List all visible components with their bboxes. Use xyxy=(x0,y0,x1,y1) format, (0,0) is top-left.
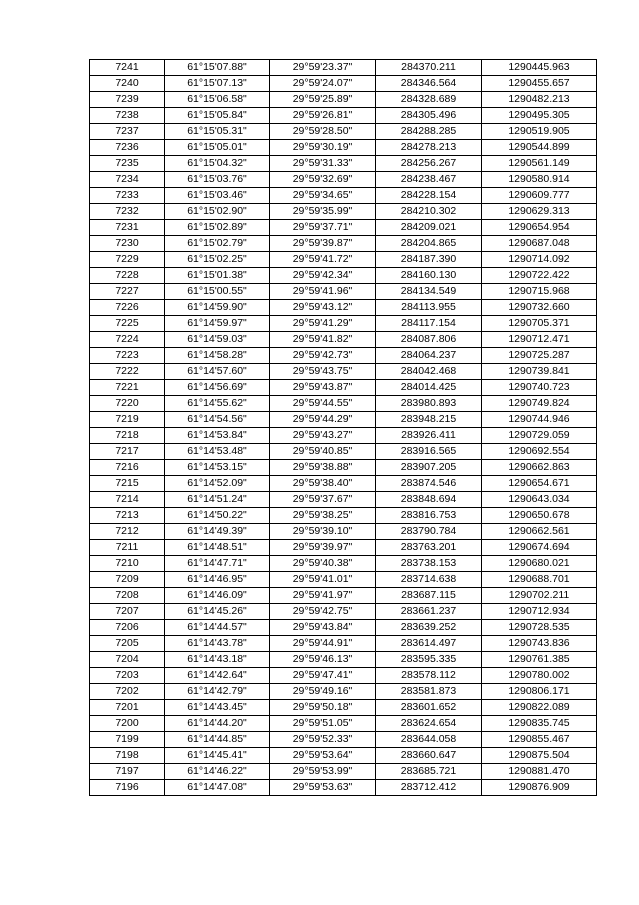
point-number-cell: 7196 xyxy=(90,780,165,796)
x-coordinate-cell: 284117.154 xyxy=(376,316,482,332)
latitude-cell: 61°15'06.58" xyxy=(165,92,270,108)
longitude-cell: 29°59'43.87" xyxy=(270,380,376,396)
latitude-cell: 61°14'42.79" xyxy=(165,684,270,700)
point-number-cell: 7198 xyxy=(90,748,165,764)
table-row xyxy=(90,284,597,300)
y-coordinate-cell: 1290580.914 xyxy=(482,172,597,188)
table-row xyxy=(90,572,597,588)
x-coordinate-cell: 283601.652 xyxy=(376,700,482,716)
latitude-cell: 61°14'47.08" xyxy=(165,780,270,796)
table-row xyxy=(90,92,597,108)
latitude-cell: 61°15'05.01" xyxy=(165,140,270,156)
point-number-cell: 7213 xyxy=(90,508,165,524)
latitude-cell: 61°14'46.95" xyxy=(165,572,270,588)
table-row xyxy=(90,156,597,172)
table-row xyxy=(90,716,597,732)
table-row xyxy=(90,748,597,764)
y-coordinate-cell: 1290445.963 xyxy=(482,60,597,76)
latitude-cell: 61°14'53.48" xyxy=(165,444,270,460)
point-number-cell: 7214 xyxy=(90,492,165,508)
table-row xyxy=(90,700,597,716)
point-number-cell: 7223 xyxy=(90,348,165,364)
latitude-cell: 61°14'49.39" xyxy=(165,524,270,540)
table-row xyxy=(90,220,597,236)
latitude-cell: 61°15'02.90" xyxy=(165,204,270,220)
table-row xyxy=(90,364,597,380)
longitude-cell: 29°59'43.75" xyxy=(270,364,376,380)
x-coordinate-cell: 283644.058 xyxy=(376,732,482,748)
x-coordinate-cell: 283763.201 xyxy=(376,540,482,556)
table-row xyxy=(90,412,597,428)
y-coordinate-cell: 1290609.777 xyxy=(482,188,597,204)
latitude-cell: 61°14'53.84" xyxy=(165,428,270,444)
y-coordinate-cell: 1290876.909 xyxy=(482,780,597,796)
x-coordinate-cell: 284305.496 xyxy=(376,108,482,124)
x-coordinate-cell: 283639.252 xyxy=(376,620,482,636)
latitude-cell: 61°14'44.20" xyxy=(165,716,270,732)
latitude-cell: 61°15'05.84" xyxy=(165,108,270,124)
x-coordinate-cell: 283660.647 xyxy=(376,748,482,764)
longitude-cell: 29°59'44.91" xyxy=(270,636,376,652)
table-row xyxy=(90,380,597,396)
latitude-cell: 61°14'55.62" xyxy=(165,396,270,412)
latitude-cell: 61°15'00.55" xyxy=(165,284,270,300)
longitude-cell: 29°59'41.72" xyxy=(270,252,376,268)
table-row xyxy=(90,188,597,204)
x-coordinate-cell: 284187.390 xyxy=(376,252,482,268)
table-row xyxy=(90,668,597,684)
point-number-cell: 7233 xyxy=(90,188,165,204)
x-coordinate-cell: 283624.654 xyxy=(376,716,482,732)
x-coordinate-cell: 283714.638 xyxy=(376,572,482,588)
y-coordinate-cell: 1290561.149 xyxy=(482,156,597,172)
latitude-cell: 61°14'59.03" xyxy=(165,332,270,348)
longitude-cell: 29°59'35.99" xyxy=(270,204,376,220)
longitude-cell: 29°59'34.65" xyxy=(270,188,376,204)
point-number-cell: 7225 xyxy=(90,316,165,332)
longitude-cell: 29°59'39.10" xyxy=(270,524,376,540)
table-row xyxy=(90,444,597,460)
y-coordinate-cell: 1290743.836 xyxy=(482,636,597,652)
latitude-cell: 61°14'44.85" xyxy=(165,732,270,748)
latitude-cell: 61°14'45.26" xyxy=(165,604,270,620)
point-number-cell: 7228 xyxy=(90,268,165,284)
table-row xyxy=(90,636,597,652)
point-number-cell: 7229 xyxy=(90,252,165,268)
latitude-cell: 61°15'07.88" xyxy=(165,60,270,76)
latitude-cell: 61°15'07.13" xyxy=(165,76,270,92)
x-coordinate-cell: 284042.468 xyxy=(376,364,482,380)
latitude-cell: 61°14'51.24" xyxy=(165,492,270,508)
x-coordinate-cell: 283980.893 xyxy=(376,396,482,412)
y-coordinate-cell: 1290714.092 xyxy=(482,252,597,268)
y-coordinate-cell: 1290654.671 xyxy=(482,476,597,492)
latitude-cell: 61°15'04.32" xyxy=(165,156,270,172)
y-coordinate-cell: 1290835.745 xyxy=(482,716,597,732)
latitude-cell: 61°14'59.90" xyxy=(165,300,270,316)
latitude-cell: 61°14'43.78" xyxy=(165,636,270,652)
point-number-cell: 7205 xyxy=(90,636,165,652)
y-coordinate-cell: 1290687.048 xyxy=(482,236,597,252)
table-row xyxy=(90,524,597,540)
point-number-cell: 7231 xyxy=(90,220,165,236)
y-coordinate-cell: 1290662.561 xyxy=(482,524,597,540)
x-coordinate-cell: 284328.689 xyxy=(376,92,482,108)
point-number-cell: 7237 xyxy=(90,124,165,140)
point-number-cell: 7238 xyxy=(90,108,165,124)
y-coordinate-cell: 1290712.934 xyxy=(482,604,597,620)
latitude-cell: 61°14'46.09" xyxy=(165,588,270,604)
y-coordinate-cell: 1290715.968 xyxy=(482,284,597,300)
coordinates-table-body xyxy=(90,60,597,796)
y-coordinate-cell: 1290722.422 xyxy=(482,268,597,284)
latitude-cell: 61°14'59.97" xyxy=(165,316,270,332)
point-number-cell: 7241 xyxy=(90,60,165,76)
x-coordinate-cell: 283738.153 xyxy=(376,556,482,572)
table-row xyxy=(90,732,597,748)
table-row xyxy=(90,300,597,316)
table-row xyxy=(90,172,597,188)
table-row xyxy=(90,236,597,252)
table-row xyxy=(90,492,597,508)
y-coordinate-cell: 1290780.002 xyxy=(482,668,597,684)
longitude-cell: 29°59'41.29" xyxy=(270,316,376,332)
latitude-cell: 61°14'43.45" xyxy=(165,700,270,716)
x-coordinate-cell: 284278.213 xyxy=(376,140,482,156)
y-coordinate-cell: 1290692.554 xyxy=(482,444,597,460)
table-row xyxy=(90,332,597,348)
latitude-cell: 61°15'02.25" xyxy=(165,252,270,268)
longitude-cell: 29°59'40.38" xyxy=(270,556,376,572)
point-number-cell: 7204 xyxy=(90,652,165,668)
y-coordinate-cell: 1290806.171 xyxy=(482,684,597,700)
point-number-cell: 7216 xyxy=(90,460,165,476)
table-row xyxy=(90,476,597,492)
x-coordinate-cell: 284204.865 xyxy=(376,236,482,252)
y-coordinate-cell: 1290740.723 xyxy=(482,380,597,396)
x-coordinate-cell: 283595.335 xyxy=(376,652,482,668)
point-number-cell: 7210 xyxy=(90,556,165,572)
latitude-cell: 61°15'05.31" xyxy=(165,124,270,140)
y-coordinate-cell: 1290662.863 xyxy=(482,460,597,476)
x-coordinate-cell: 284228.154 xyxy=(376,188,482,204)
y-coordinate-cell: 1290739.841 xyxy=(482,364,597,380)
x-coordinate-cell: 283661.237 xyxy=(376,604,482,620)
x-coordinate-cell: 283926.411 xyxy=(376,428,482,444)
point-number-cell: 7199 xyxy=(90,732,165,748)
latitude-cell: 61°15'03.46" xyxy=(165,188,270,204)
table-row xyxy=(90,508,597,524)
table-row xyxy=(90,540,597,556)
y-coordinate-cell: 1290482.213 xyxy=(482,92,597,108)
point-number-cell: 7222 xyxy=(90,364,165,380)
x-coordinate-cell: 284160.130 xyxy=(376,268,482,284)
y-coordinate-cell: 1290519.905 xyxy=(482,124,597,140)
table-row xyxy=(90,268,597,284)
longitude-cell: 29°59'38.40" xyxy=(270,476,376,492)
table-row xyxy=(90,140,597,156)
table-row xyxy=(90,76,597,92)
longitude-cell: 29°59'38.25" xyxy=(270,508,376,524)
x-coordinate-cell: 284256.267 xyxy=(376,156,482,172)
longitude-cell: 29°59'28.50" xyxy=(270,124,376,140)
x-coordinate-cell: 284238.467 xyxy=(376,172,482,188)
latitude-cell: 61°14'50.22" xyxy=(165,508,270,524)
table-row xyxy=(90,764,597,780)
latitude-cell: 61°14'46.22" xyxy=(165,764,270,780)
longitude-cell: 29°59'51.05" xyxy=(270,716,376,732)
x-coordinate-cell: 283614.497 xyxy=(376,636,482,652)
x-coordinate-cell: 284014.425 xyxy=(376,380,482,396)
longitude-cell: 29°59'42.75" xyxy=(270,604,376,620)
latitude-cell: 61°14'52.09" xyxy=(165,476,270,492)
longitude-cell: 29°59'42.73" xyxy=(270,348,376,364)
longitude-cell: 29°59'41.97" xyxy=(270,588,376,604)
y-coordinate-cell: 1290495.305 xyxy=(482,108,597,124)
point-number-cell: 7206 xyxy=(90,620,165,636)
coordinates-table xyxy=(89,59,597,796)
x-coordinate-cell: 283578.112 xyxy=(376,668,482,684)
x-coordinate-cell: 283948.215 xyxy=(376,412,482,428)
y-coordinate-cell: 1290875.504 xyxy=(482,748,597,764)
x-coordinate-cell: 283848.694 xyxy=(376,492,482,508)
longitude-cell: 29°59'44.29" xyxy=(270,412,376,428)
longitude-cell: 29°59'41.96" xyxy=(270,284,376,300)
latitude-cell: 61°15'02.89" xyxy=(165,220,270,236)
x-coordinate-cell: 283874.546 xyxy=(376,476,482,492)
point-number-cell: 7211 xyxy=(90,540,165,556)
point-number-cell: 7200 xyxy=(90,716,165,732)
longitude-cell: 29°59'40.85" xyxy=(270,444,376,460)
longitude-cell: 29°59'37.67" xyxy=(270,492,376,508)
y-coordinate-cell: 1290654.954 xyxy=(482,220,597,236)
y-coordinate-cell: 1290728.535 xyxy=(482,620,597,636)
point-number-cell: 7236 xyxy=(90,140,165,156)
y-coordinate-cell: 1290680.021 xyxy=(482,556,597,572)
point-number-cell: 7224 xyxy=(90,332,165,348)
latitude-cell: 61°14'58.28" xyxy=(165,348,270,364)
x-coordinate-cell: 284113.955 xyxy=(376,300,482,316)
longitude-cell: 29°59'37.71" xyxy=(270,220,376,236)
longitude-cell: 29°59'25.89" xyxy=(270,92,376,108)
longitude-cell: 29°59'46.13" xyxy=(270,652,376,668)
y-coordinate-cell: 1290761.385 xyxy=(482,652,597,668)
latitude-cell: 61°14'43.18" xyxy=(165,652,270,668)
longitude-cell: 29°59'53.63" xyxy=(270,780,376,796)
y-coordinate-cell: 1290702.211 xyxy=(482,588,597,604)
longitude-cell: 29°59'32.69" xyxy=(270,172,376,188)
longitude-cell: 29°59'24.07" xyxy=(270,76,376,92)
point-number-cell: 7240 xyxy=(90,76,165,92)
point-number-cell: 7197 xyxy=(90,764,165,780)
table-row xyxy=(90,588,597,604)
latitude-cell: 61°14'44.57" xyxy=(165,620,270,636)
table-row xyxy=(90,204,597,220)
longitude-cell: 29°59'52.33" xyxy=(270,732,376,748)
latitude-cell: 61°14'47.71" xyxy=(165,556,270,572)
longitude-cell: 29°59'44.55" xyxy=(270,396,376,412)
x-coordinate-cell: 284210.302 xyxy=(376,204,482,220)
latitude-cell: 61°14'57.60" xyxy=(165,364,270,380)
table-row xyxy=(90,556,597,572)
x-coordinate-cell: 283712.412 xyxy=(376,780,482,796)
table-row xyxy=(90,620,597,636)
latitude-cell: 61°14'45.41" xyxy=(165,748,270,764)
longitude-cell: 29°59'39.97" xyxy=(270,540,376,556)
longitude-cell: 29°59'41.82" xyxy=(270,332,376,348)
x-coordinate-cell: 283916.565 xyxy=(376,444,482,460)
point-number-cell: 7201 xyxy=(90,700,165,716)
table-row xyxy=(90,428,597,444)
y-coordinate-cell: 1290729.059 xyxy=(482,428,597,444)
point-number-cell: 7212 xyxy=(90,524,165,540)
table-row xyxy=(90,124,597,140)
latitude-cell: 61°14'42.64" xyxy=(165,668,270,684)
point-number-cell: 7209 xyxy=(90,572,165,588)
table-row xyxy=(90,684,597,700)
x-coordinate-cell: 283581.873 xyxy=(376,684,482,700)
latitude-cell: 61°14'53.15" xyxy=(165,460,270,476)
longitude-cell: 29°59'53.99" xyxy=(270,764,376,780)
x-coordinate-cell: 284370.211 xyxy=(376,60,482,76)
longitude-cell: 29°59'53.64" xyxy=(270,748,376,764)
longitude-cell: 29°59'43.12" xyxy=(270,300,376,316)
y-coordinate-cell: 1290544.899 xyxy=(482,140,597,156)
longitude-cell: 29°59'31.33" xyxy=(270,156,376,172)
longitude-cell: 29°59'30.19" xyxy=(270,140,376,156)
point-number-cell: 7235 xyxy=(90,156,165,172)
table-row xyxy=(90,348,597,364)
x-coordinate-cell: 284346.564 xyxy=(376,76,482,92)
y-coordinate-cell: 1290822.089 xyxy=(482,700,597,716)
point-number-cell: 7217 xyxy=(90,444,165,460)
longitude-cell: 29°59'26.81" xyxy=(270,108,376,124)
longitude-cell: 29°59'41.01" xyxy=(270,572,376,588)
table-row xyxy=(90,396,597,412)
latitude-cell: 61°14'56.69" xyxy=(165,380,270,396)
point-number-cell: 7227 xyxy=(90,284,165,300)
point-number-cell: 7220 xyxy=(90,396,165,412)
y-coordinate-cell: 1290629.313 xyxy=(482,204,597,220)
point-number-cell: 7208 xyxy=(90,588,165,604)
latitude-cell: 61°14'48.51" xyxy=(165,540,270,556)
table-row xyxy=(90,652,597,668)
point-number-cell: 7207 xyxy=(90,604,165,620)
x-coordinate-cell: 283790.784 xyxy=(376,524,482,540)
longitude-cell: 29°59'38.88" xyxy=(270,460,376,476)
table-row xyxy=(90,460,597,476)
x-coordinate-cell: 283816.753 xyxy=(376,508,482,524)
x-coordinate-cell: 284288.285 xyxy=(376,124,482,140)
y-coordinate-cell: 1290688.701 xyxy=(482,572,597,588)
y-coordinate-cell: 1290732.660 xyxy=(482,300,597,316)
point-number-cell: 7203 xyxy=(90,668,165,684)
longitude-cell: 29°59'47.41" xyxy=(270,668,376,684)
y-coordinate-cell: 1290881.470 xyxy=(482,764,597,780)
table-row xyxy=(90,780,597,796)
x-coordinate-cell: 284087.806 xyxy=(376,332,482,348)
x-coordinate-cell: 283907.205 xyxy=(376,460,482,476)
point-number-cell: 7234 xyxy=(90,172,165,188)
longitude-cell: 29°59'43.27" xyxy=(270,428,376,444)
latitude-cell: 61°15'02.79" xyxy=(165,236,270,252)
longitude-cell: 29°59'39.87" xyxy=(270,236,376,252)
point-number-cell: 7202 xyxy=(90,684,165,700)
x-coordinate-cell: 284134.549 xyxy=(376,284,482,300)
table-row xyxy=(90,252,597,268)
x-coordinate-cell: 283685.721 xyxy=(376,764,482,780)
y-coordinate-cell: 1290712.471 xyxy=(482,332,597,348)
latitude-cell: 61°15'01.38" xyxy=(165,268,270,284)
point-number-cell: 7219 xyxy=(90,412,165,428)
longitude-cell: 29°59'50.18" xyxy=(270,700,376,716)
table-row xyxy=(90,108,597,124)
point-number-cell: 7232 xyxy=(90,204,165,220)
y-coordinate-cell: 1290749.824 xyxy=(482,396,597,412)
y-coordinate-cell: 1290705.371 xyxy=(482,316,597,332)
point-number-cell: 7218 xyxy=(90,428,165,444)
y-coordinate-cell: 1290674.694 xyxy=(482,540,597,556)
y-coordinate-cell: 1290650.678 xyxy=(482,508,597,524)
point-number-cell: 7239 xyxy=(90,92,165,108)
y-coordinate-cell: 1290855.467 xyxy=(482,732,597,748)
x-coordinate-cell: 283687.115 xyxy=(376,588,482,604)
point-number-cell: 7226 xyxy=(90,300,165,316)
longitude-cell: 29°59'49.16" xyxy=(270,684,376,700)
latitude-cell: 61°15'03.76" xyxy=(165,172,270,188)
point-number-cell: 7221 xyxy=(90,380,165,396)
longitude-cell: 29°59'42.34" xyxy=(270,268,376,284)
longitude-cell: 29°59'43.84" xyxy=(270,620,376,636)
table-row xyxy=(90,604,597,620)
y-coordinate-cell: 1290725.287 xyxy=(482,348,597,364)
table-row xyxy=(90,60,597,76)
table-row xyxy=(90,316,597,332)
y-coordinate-cell: 1290643.034 xyxy=(482,492,597,508)
point-number-cell: 7230 xyxy=(90,236,165,252)
y-coordinate-cell: 1290744.946 xyxy=(482,412,597,428)
y-coordinate-cell: 1290455.657 xyxy=(482,76,597,92)
longitude-cell: 29°59'23.37" xyxy=(270,60,376,76)
x-coordinate-cell: 284064.237 xyxy=(376,348,482,364)
x-coordinate-cell: 284209.021 xyxy=(376,220,482,236)
point-number-cell: 7215 xyxy=(90,476,165,492)
latitude-cell: 61°14'54.56" xyxy=(165,412,270,428)
